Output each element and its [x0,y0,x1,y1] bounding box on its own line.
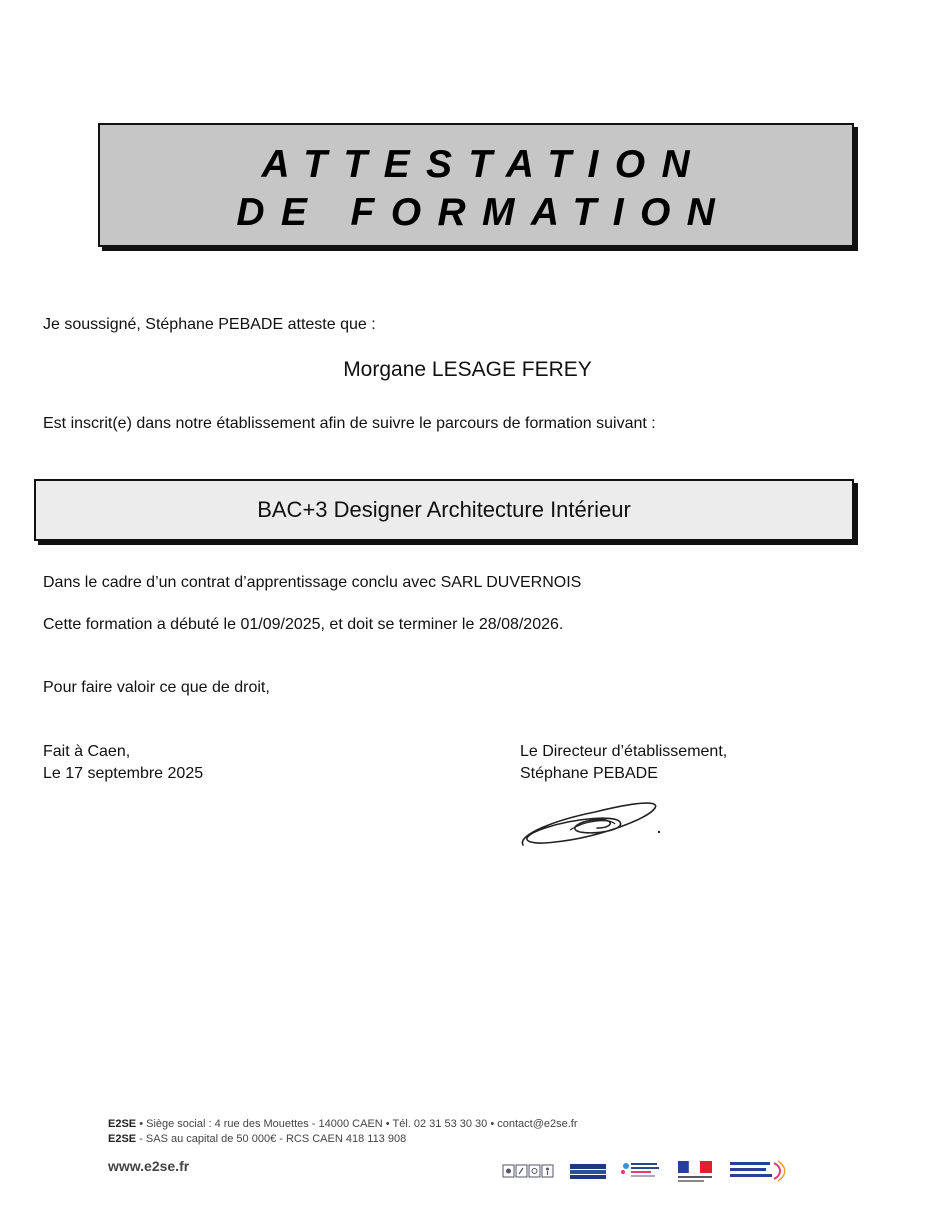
date-text: Le 17 septembre 2025 [43,765,204,782]
footer-logos [502,1157,786,1185]
place-text: Fait à Caen, [43,743,131,760]
intro-text: Je soussigné, Stéphane PEBADE atteste que : [43,316,376,333]
footer-company-name: E2SE [108,1118,137,1130]
title-banner [98,123,854,247]
course-box [34,479,854,541]
footer-company-name-2: E2SE [108,1133,137,1145]
mon-compte-formation-logo [570,1162,606,1180]
handwritten-signature [515,790,665,855]
france-competences-logo [620,1160,662,1182]
course-title: BAC+3 Designer Architecture Intérieur [257,497,631,522]
signer-role: Le Directeur d’établissement, [520,743,728,760]
signer-name: Stéphane PEBADE [520,765,658,782]
enrollment-text: Est inscrit(e) dans notre établissement afin de suivre le parcours de formation suivant : [43,415,656,432]
footer-legal [108,1133,406,1145]
footer-address-text: • Siège social : 4 rue des Mouettes - 14000 CAEN • Tél. 02 31 53 30 30 • contact@e2se.fr [136,1118,578,1130]
footer-address [108,1118,578,1130]
closing-text: Pour faire valoir ce que de droit, [43,679,270,696]
contract-text: Dans le cadre d’un contrat d’apprentissage conclu avec SARL DUVERNOIS [43,574,582,591]
title-line-1: ATTESTATION [261,143,707,186]
dates-text: Cette formation a débuté le 01/09/2025, et doit se terminer le 28/08/2026. [43,616,564,633]
website-link[interactable]: www.e2se.fr [108,1158,190,1174]
footer-legal-text: - SAS au capital de 50 000€ - RCS CAEN 418 113 908 [136,1133,407,1145]
accessibility-icons [502,1164,556,1178]
student-name: Morgane LESAGE FEREY [343,358,592,381]
republique-francaise-logo [676,1159,716,1183]
les-acteurs-de-la-competence-logo [730,1159,786,1183]
title-line-2: DE FORMATION [236,191,732,234]
